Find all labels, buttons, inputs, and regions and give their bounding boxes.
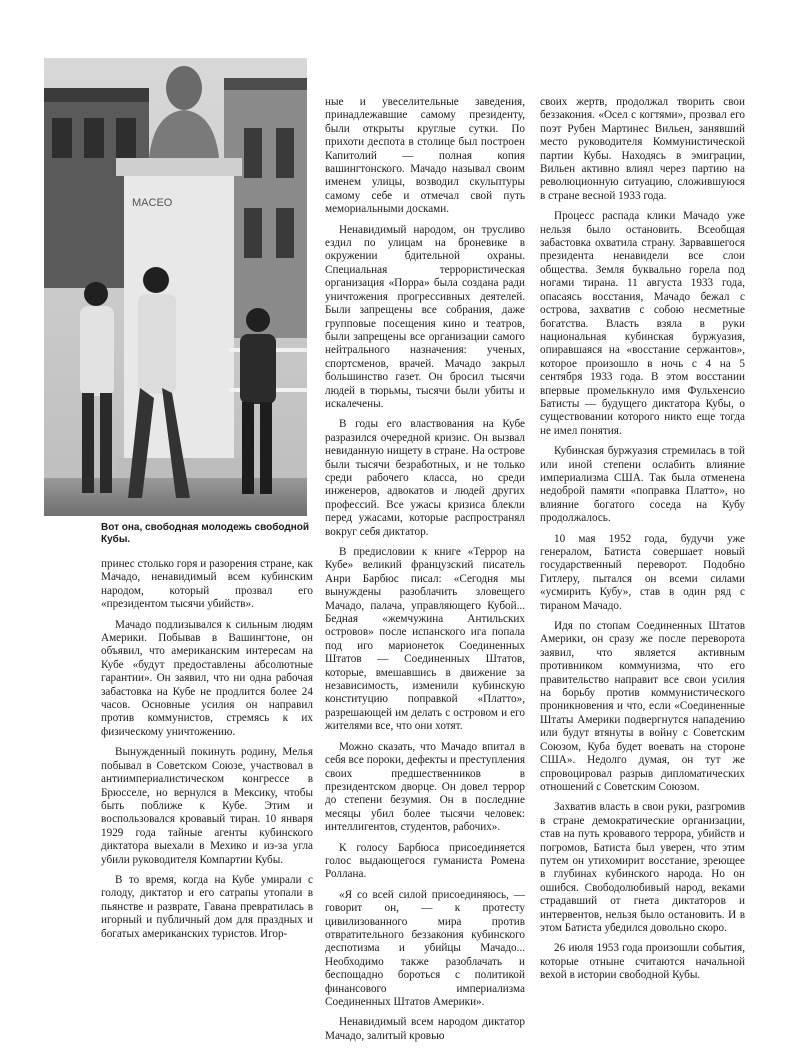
paragraph: своих жертв, продолжал творить свои беззакония. «Осел с когтями», прозвал его поэт Рубен Мартинес Вильен, занявший место руководителя Коммунистической партии Кубы. Находясь в эмиграции, Вильен активно влиял через партию на революционную ситуацию, сложившуюся в стране весной 1933 года. xyxy=(540,96,745,202)
paragraph: Процесс распада клики Мачадо уже нельзя было остановить. Всеобщая забастовка охватила страну. Зарвавшегося президента ненавидели все слои общества. Земля буквально горела под ногами тирана. 11 августа 1933 года, опасаясь восстания, Мачадо бежал с острова, захватив с собою несметные богатства. Власть взяла в руки национальная кубинская буржуазия, опиравшаяся на «восстание сержантов», которое произошло в ночь с 4 на 5 сентября 1933 года. В этом восстании впервые промелькнуло имя Фульхенсио Батисты — будущего диктатора Кубы, о существовании которого никто еще тогда не имел понятия. xyxy=(540,210,745,437)
paragraph: Захватив власть в свои руки, разгромив в стране демократические организации, став на путь кровавого террора, убийств и погромов, Батиста был уверен, что этим путем он утихомирит восстание, зреющее в глубинах кубинского народа. Но он ошибся. Свободолюбивый народ, веками страдавший от гнета диктаторов и интервентов, нельзя было остановить. И в этом Батиста убедился довольно скоро. xyxy=(540,801,745,934)
paragraph: Кубинская буржуазия стремилась в той или иной степени ослабить влияние империализма США. Так была отменена недоброй памяти «поправка Платто», но влияние богатого соседа на Кубу продолжалось. xyxy=(540,445,745,525)
paragraph: ные и увеселительные заведения, принадлежавшие самому президенту, были открыты круглые сутки. По прихоти деспота в столице был построен Капитолий — полная копия вашингтонского. Мачадо называл своим именем улицы, возводил скульптуры самому себе и отмечал свой путь мемориальными досками. xyxy=(325,96,525,216)
paragraph: Ненавидимый народом, он трусливо ездил по улицам на броневике в окружении бдительной охраны. Специальная террористическая организация «Порра» была создана ради уничтожения прогрессивных деятелей. Были запрещены все собрания, даже групповые посещения кино и театров, были запрещены все организации самого нейтрального назначения: ученых, спортсменов, врачей. Мачадо закрыл большинство газет. Он бросил тысячи людей в тюрьмы, тысячи были убиты и искалечены. xyxy=(325,223,525,410)
paragraph: В предисловии к книге «Террор на Кубе» великий французский писатель Анри Барбюс писал: «Сегодня мы вынуждены разоблачить зловещего Мачадо, палача, управляющего Кубой... Бедная «жемчужина Антильских островов» после испанского ига попала под иго марионеток Соединенных Штатов — Соединенных Штатов, которые, вмешавшись в движение за независимость, изменили кубинскую конституцию поправкой «Платто», разрешающей им делать с островом и его жителями все, что они хотят. xyxy=(325,546,525,733)
paragraph: В то время, когда на Кубе умирали с голоду, диктатор и его сатрапы утопали в пьянстве и разврате, Гавана превратилась в игорный и публичный дом для праздных и богатых американских туристов. Игор- xyxy=(101,873,313,940)
text-column-1 xyxy=(101,558,313,948)
paragraph: Можно сказать, что Мачадо впитал в себя все пороки, дефекты и преступления своих предшественников в президентском дворце. Он довел террор до степени безумия. Он в последние месяцы убил более тысячи человек: интеллигентов, студентов, рабочих». xyxy=(325,740,525,834)
paragraph: Ненавидимый всем народом диктатор Мачадо, залитый кровью xyxy=(325,1016,525,1042)
text-column-2 xyxy=(325,96,525,1050)
street-photo xyxy=(44,58,307,516)
paragraph: Мачадо подлизывался к сильным людям Америки. Побывав в Вашингтоне, он объявил, что американским интересам на Кубе «будут предоставлены абсолютные гарантии». Он заявил, что ни одна рабочая забастовка на Кубе не продлится более 24 часов. Основные усилия он направил против коммунистов, стремясь к их физическому уничтожению. xyxy=(101,618,313,738)
photo-caption: Вот она, свободная молодежь свободной Кубы. xyxy=(101,522,310,545)
paragraph: Вынужденный покинуть родину, Мелья побывал в Советском Союзе, участвовал в антиимпериалистическом конгрессе в Брюсселе, но вернулся в Мексику, чтобы быть поближе к Кубе. Этим и воспользовался кровавый тиран. 10 января 1929 года тайные агенты кубинского диктатора выехали в Мехико и из-за угла убили руководителя Компартии Кубы. xyxy=(101,746,313,866)
paragraph: К голосу Барбюса присоединяется голос выдающегося гуманиста Ромена Роллана. xyxy=(325,841,525,881)
text-column-3 xyxy=(540,96,745,990)
paragraph: принес столько горя и разорения стране, как Мачадо, ненавидимый всем кубинским народом, который прозвал его «президентом тысячи убийств». xyxy=(101,558,313,611)
paragraph: «Я со всей силой присоединяюсь, — говорит он, — к протесту цивилизованного мира против отвратительного беззакония кубинского деспотизма и убийцы Мачадо... Необходимо также разоблачать и беспощадно бороться с политикой финансового империализма Соединенных Штатов Америки». xyxy=(325,888,525,1008)
paragraph: 26 июля 1953 года произошли события, которые отныне считаются начальной вехой в истории свободной Кубы. xyxy=(540,942,745,982)
paragraph: 10 мая 1952 года, будучи уже генералом, Батиста совершает новый государственный переворот. Подобно Гитлеру, пытался он всеми силами «усмирить Кубу», став в один ряд с тираном Мачадо. xyxy=(540,532,745,612)
paragraph: Идя по стопам Соединенных Штатов Америки, он сразу же после переворота заявил, что является активным противником коммунизма, что его правительство направит все свои усилия на борьбу против коммунистического проникновения и что, если «Соединенные Штаты Америки подвергнутся нападению или будут втянуты в войну с Советским Союзом, Куба будет воевать на стороне США». Недолго думая, он тут же спровоцировал разрыв дипломатических отношений с Советским Союзом. xyxy=(540,620,745,793)
paragraph: В годы его властвования на Кубе разразился очередной кризис. Он вызвал невиданную нищету в стране. На острове были тысячи безработных, и не только среди рабочего класса, но среди инженеров, адвокатов и людей других профессий. Все ужасы кризиса блекли перед ужасами, которые распространял вокруг себя диктатор. xyxy=(325,418,525,538)
pedestal-sign: MACEO xyxy=(132,197,173,209)
